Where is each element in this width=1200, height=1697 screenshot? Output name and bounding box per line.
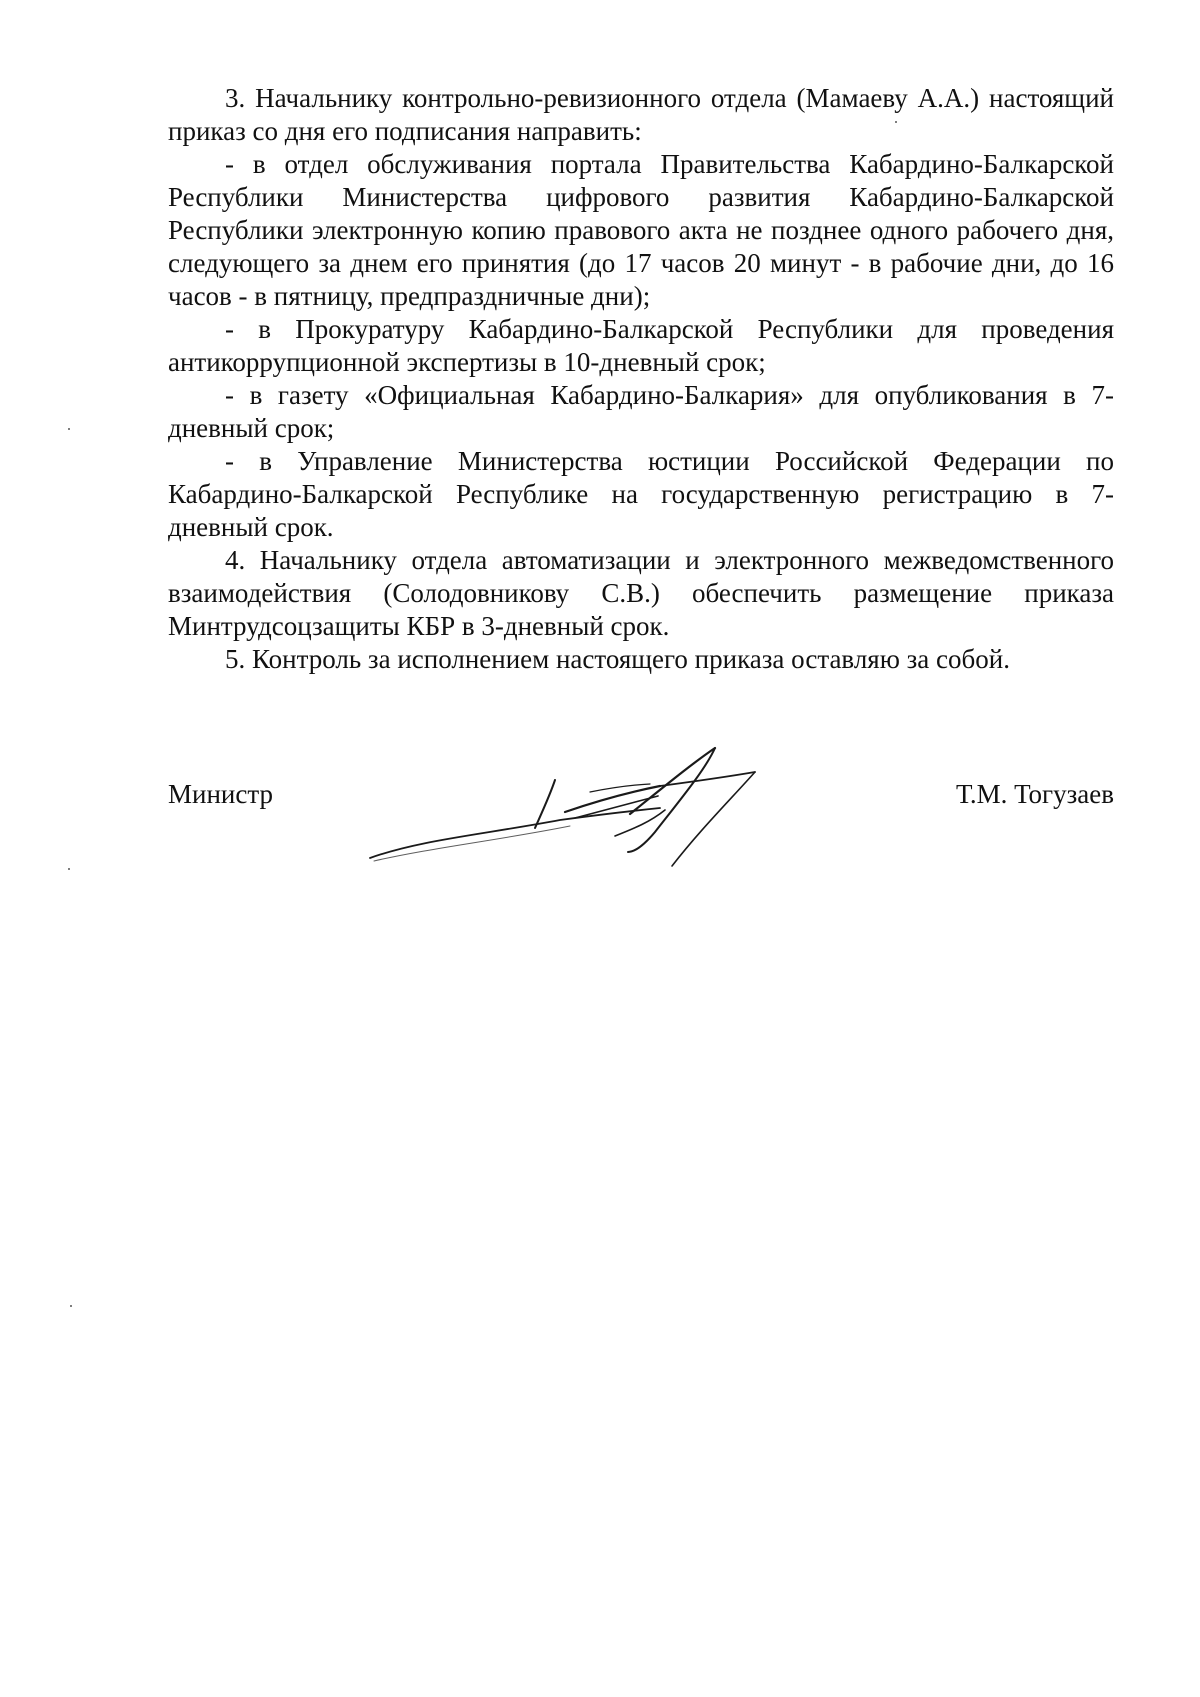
document-body [168, 82, 1114, 676]
paragraph-prosecutor-recipient: - в Прокуратуру Кабардино-Балкарской Республики для проведения антикоррупционной экспертизы в 10-дневный срок; [168, 314, 1114, 377]
paragraph-portal-recipient: - в отдел обслуживания портала Правительства Кабардино-Балкарской Республики Министерства цифрового развития Кабардино-Балкарской Республики электронную копию правового акта не позднее одного рабочего дня, следующего за днем его принятия (до 17 часов 20 минут - в рабочие дни, до 16 часов - в пятницу, предпраздничные дни); [168, 149, 1114, 311]
paragraph-item-5: 5. Контроль за исполнением настоящего приказа оставляю за собой. [225, 644, 1010, 674]
handwritten-signature-icon [360, 740, 800, 870]
paragraph-item-4: 4. Начальнику отдела автоматизации и электронного межведомственного взаимодействия (Солодовникову С.В.) обеспечить размещение приказа Минтрудсоцзащиты КБР в 3-дневный срок. [168, 545, 1114, 641]
paragraph-justice-recipient: - в Управление Министерства юстиции Российской Федерации по Кабардино-Балкарской Республике на государственную регистрацию в 7-дневный срок. [168, 446, 1114, 542]
scan-speck [895, 121, 897, 123]
scan-speck [68, 428, 70, 430]
paragraph-item-3: 3. Начальнику контрольно-ревизионного отдела (Мамаеву А.А.) настоящий приказ со дня его подписания направить: [168, 83, 1114, 146]
signatory-name: Т.М. Тогузаев [956, 779, 1114, 809]
scan-speck [70, 1305, 72, 1307]
paragraph-newspaper-recipient: - в газету «Официальная Кабардино-Балкария» для опубликования в 7-дневный срок; [168, 380, 1114, 443]
scan-speck [68, 868, 70, 870]
signatory-title: Министр [168, 779, 273, 809]
